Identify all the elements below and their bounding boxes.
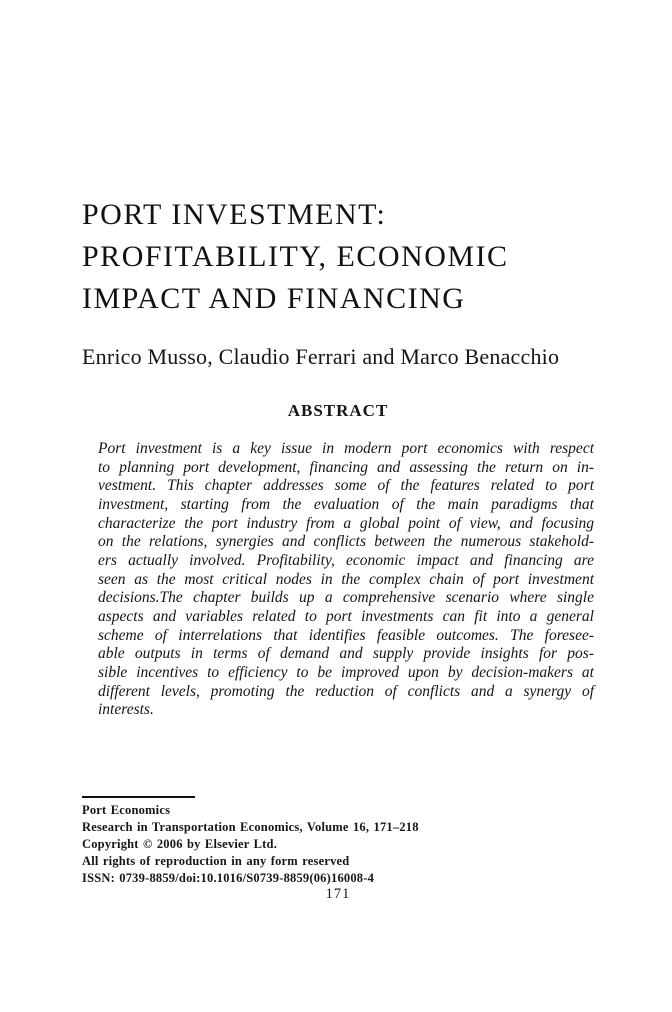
abstract-line: vestment. This chapter addresses some of the features related to port bbox=[98, 477, 594, 495]
imprint-line-series: Port Economics bbox=[82, 803, 171, 817]
chapter-title-line: PORT INVESTMENT: bbox=[82, 198, 387, 231]
abstract-line: scheme of interrelations that identifies feasible outcomes. The foresee- bbox=[98, 626, 594, 644]
abstract-body bbox=[98, 440, 594, 720]
abstract-line: to planning port development, financing and assessing the return on in- bbox=[98, 458, 594, 476]
imprint-line-rights: All rights of reproduction in any form reserved bbox=[82, 854, 350, 868]
abstract-line: aspects and variables related to port investments can fit into a general bbox=[98, 607, 594, 625]
abstract-line: interests. bbox=[98, 701, 154, 719]
abstract-line: investment, starting from the evaluation of the main paradigms that bbox=[98, 495, 594, 513]
abstract-line: Port investment is a key issue in modern port economics with respect bbox=[98, 440, 594, 457]
chapter-title-line: PROFITABILITY, ECONOMIC bbox=[82, 240, 509, 273]
abstract-line: decisions.The chapter builds up a comprehensive scenario where single bbox=[98, 589, 594, 607]
abstract-line: able outputs in terms of demand and supply provide insights for pos- bbox=[98, 645, 594, 663]
imprint-line-issn-doi: ISSN: 0739-8859/doi:10.1016/S0739-8859(06)16008-4 bbox=[82, 871, 375, 885]
footnote-rule bbox=[82, 796, 195, 798]
abstract-line: on the relations, synergies and conflicts between the numerous stakehold- bbox=[98, 533, 594, 551]
abstract-line: ers actually involved. Profitability, economic impact and financing are bbox=[98, 551, 594, 569]
abstract-line: different levels, promoting the reduction of conflicts and a synergy of bbox=[98, 682, 594, 700]
chapter-title bbox=[82, 194, 509, 320]
abstract-line: sible incentives to efficiency to be improved upon by decision-makers at bbox=[98, 663, 594, 681]
page-number: 171 bbox=[325, 886, 351, 902]
imprint-block bbox=[82, 802, 419, 887]
imprint-line-copyright: Copyright © 2006 by Elsevier Ltd. bbox=[82, 837, 278, 851]
authors-line: Enrico Musso, Claudio Ferrari and Marco Benacchio bbox=[82, 344, 560, 369]
abstract-line: characterize the port industry from a global point of view, and focusing bbox=[98, 514, 594, 532]
chapter-title-line: IMPACT AND FINANCING bbox=[82, 282, 466, 315]
abstract-line: seen as the most critical nodes in the complex chain of port investment bbox=[98, 570, 594, 588]
abstract-heading: ABSTRACT bbox=[287, 401, 389, 420]
imprint-line-volume: Research in Transportation Economics, Volume 16, 171–218 bbox=[82, 820, 419, 834]
